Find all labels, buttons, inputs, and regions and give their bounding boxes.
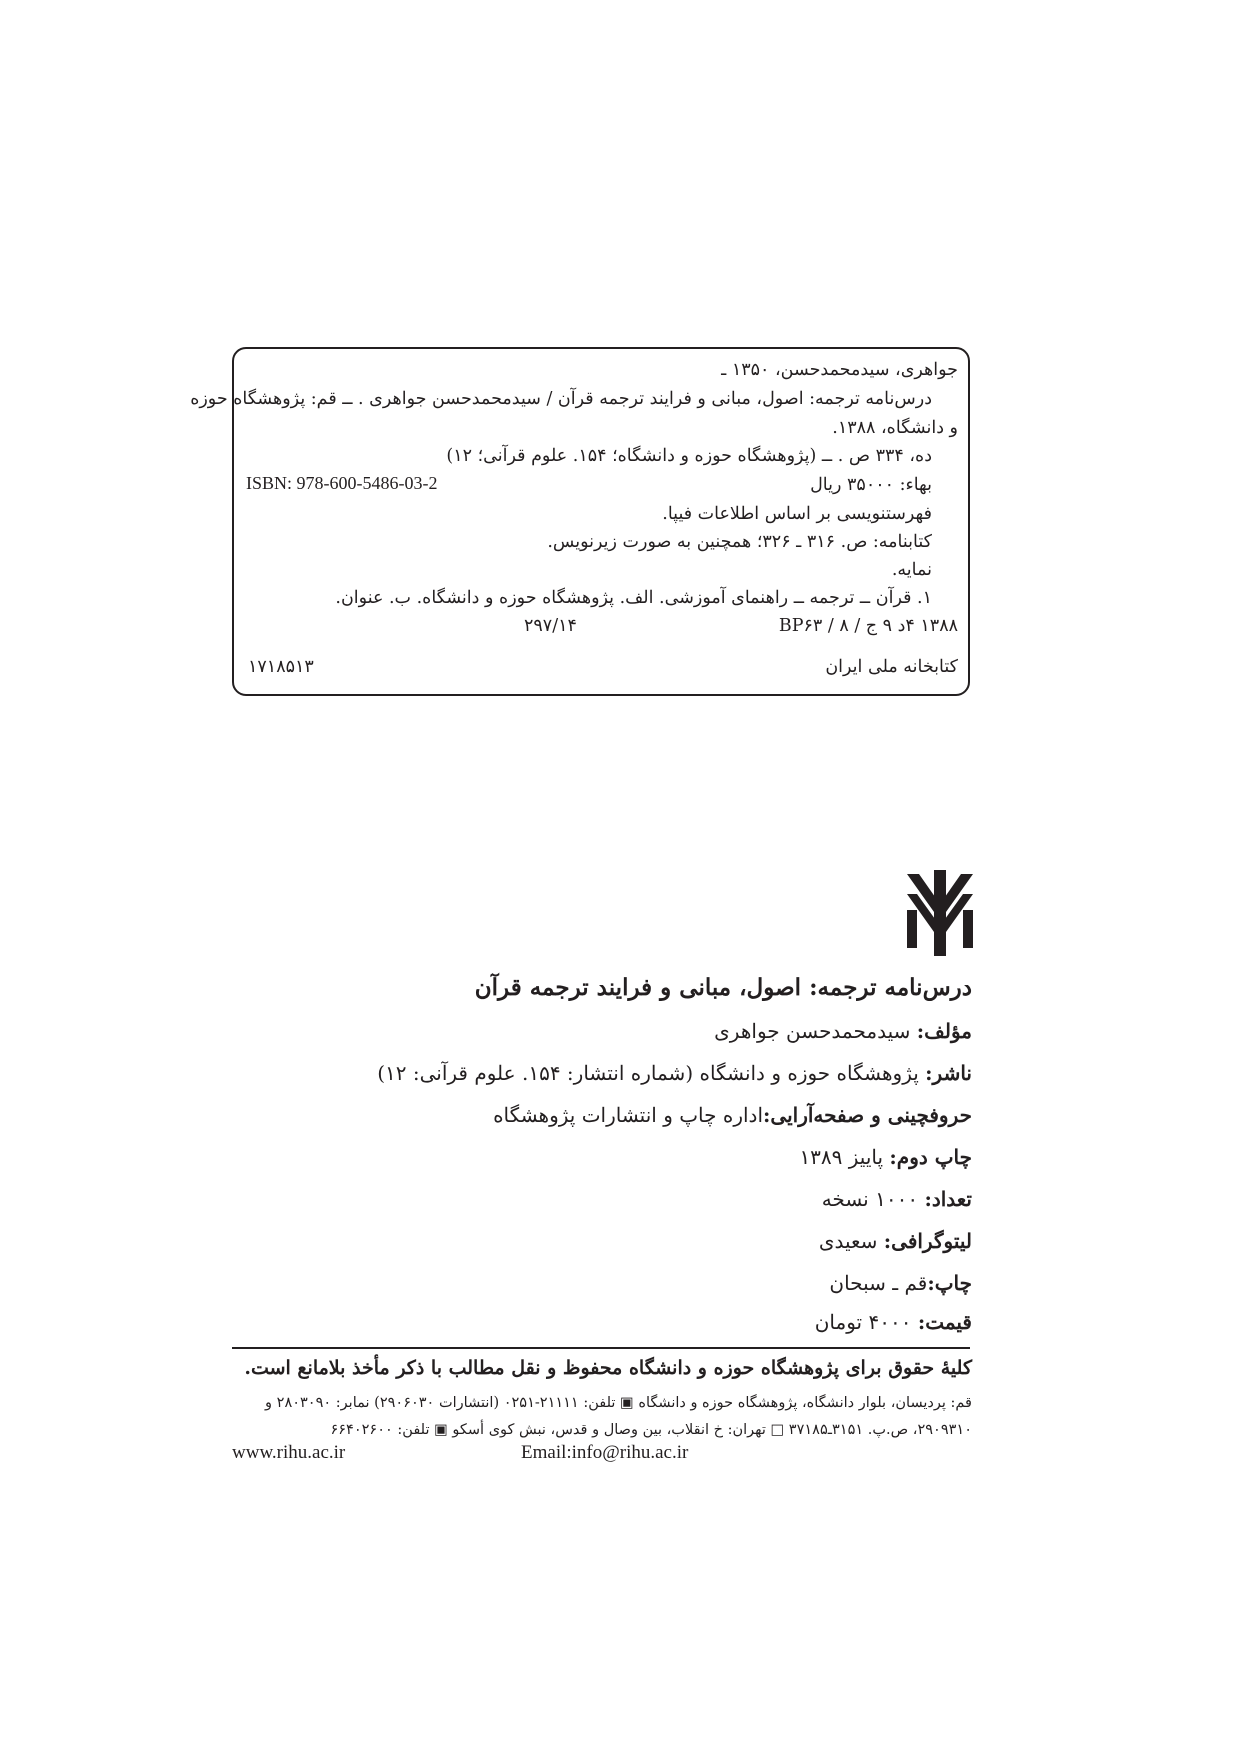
edition-value: پاییز ۱۳۸۹ (799, 1145, 884, 1169)
price-label: قیمت: (917, 1310, 972, 1334)
cip-box (190, 347, 970, 696)
rihu-logo-icon (905, 870, 975, 956)
cip-title: درس‌نامه ترجمه: اصول، مبانی و فرایند ترجمه قرآن / سیدمحمدحسن جواهری . ــ قم: پژوهشگاه حوزه (190, 389, 932, 409)
copyright-notice: کلیهٔ حقوق برای پژوهشگاه حوزه و دانشگاه محفوظ و نقل مطالب با ذکر مأخذ بلامانع است. (244, 1357, 972, 1379)
price-line (815, 1307, 972, 1337)
edition-label: چاپ دوم: (889, 1145, 972, 1169)
cip-library: کتابخانه ملی ایران (825, 657, 958, 677)
cip-pages: ده، ۳۳۴ ص . ــ (پژوهشگاه حوزه و دانشگاه؛ ۱۵۴. علوم قرآنی؛ ۱۲) (446, 446, 932, 466)
cip-record-number: ۱۷۱۸۵۱۳ (248, 657, 314, 677)
website-link[interactable]: www.rihu.ac.ir (232, 1442, 346, 1463)
count-label: تعداد: (924, 1187, 972, 1211)
email-link[interactable]: Email:info@rihu.ac.ir (521, 1442, 689, 1463)
price-value: ۴۰۰۰ تومان (814, 1310, 912, 1334)
address-line-2: ۲۹۰۹۳۱۰، ص.پ. ۳۱۵۱ـ۳۷۱۸۵ □ تهران: خ انقلاب، بین وصال و قدس، نبش کوی أسکو ▣ تلفن: ۶۶۴۰۲۶۰۰ (330, 1422, 972, 1438)
cip-bibliography: کتابنامه: ص. ۳۱۶ ـ ۳۲۶؛ همچنین به صورت زیرنویس. (547, 532, 932, 552)
edition-line (799, 1142, 972, 1172)
litho-line (819, 1226, 972, 1256)
publisher-value: پژوهشگاه حوزه و دانشگاه (شماره انتشار: ۱۵۴. علوم قرآنی: ۱۲) (377, 1061, 919, 1085)
cip-title-cont: و دانشگاه، ۱۳۸۸. (832, 418, 958, 438)
cip-isbn: ISBN: 978-600-5486-03-2 (246, 473, 438, 493)
publisher-label: ناشر: (925, 1061, 972, 1085)
count-value: ۱۰۰۰ نسخه (821, 1187, 919, 1211)
typesetting-line (493, 1100, 972, 1130)
cip-dewey-class: ۲۹۷/۱۴ (524, 616, 577, 636)
divider (232, 1347, 970, 1349)
cip-subjects: ۱. قرآن ــ ترجمه ــ راهنمای آموزشی. الف. پژوهشگاه حوزه و دانشگاه. ب. عنوان. (335, 588, 932, 608)
author-label: مؤلف: (916, 1019, 972, 1043)
cip-price: بهاء: ۳۵۰۰۰ ریال (810, 475, 932, 495)
litho-value: سعیدی (818, 1229, 878, 1253)
count-line (822, 1184, 972, 1214)
typesetting-value: اداره چاپ و انتشارات پژوهشگاه (493, 1103, 764, 1127)
typesetting-label: حروفچینی و صفحه‌آرایی: (763, 1103, 972, 1127)
print-label: چاپ: (927, 1271, 972, 1295)
address-line-1: قم: پردیسان، بلوار دانشگاه، پژوهشگاه حوزه و دانشگاه ▣ تلفن: ۲۱۱۱۱-۰۲۵۱ (انتشارات ۲۹۰۶۰۳۰) نمابر: ۲۸۰۳۰۹۰ و (265, 1395, 972, 1411)
cip-author: جواهری، سیدمحمدحسن، ۱۳۵۰ ـ (721, 360, 958, 380)
book-title: درس‌نامه ترجمه: اصول، مبانی و فرایند ترجمه قرآن (474, 974, 972, 1001)
publisher-line (377, 1058, 972, 1088)
print-line (829, 1268, 972, 1298)
author-line (714, 1016, 972, 1046)
cip-lc-class: ۱۳۸۸ ۴د ۹ ج / ۸ / BP۶۳ (778, 616, 958, 636)
cip-index: نمایه. (891, 560, 932, 580)
cip-note: فهرستنویسی بر اساس اطلاعات فیپا. (662, 504, 932, 524)
print-value: قم ـ سبحان (829, 1271, 928, 1295)
litho-label: لیتوگرافی: (883, 1229, 972, 1253)
author-value: سیدمحمدحسن جواهری (714, 1019, 911, 1043)
